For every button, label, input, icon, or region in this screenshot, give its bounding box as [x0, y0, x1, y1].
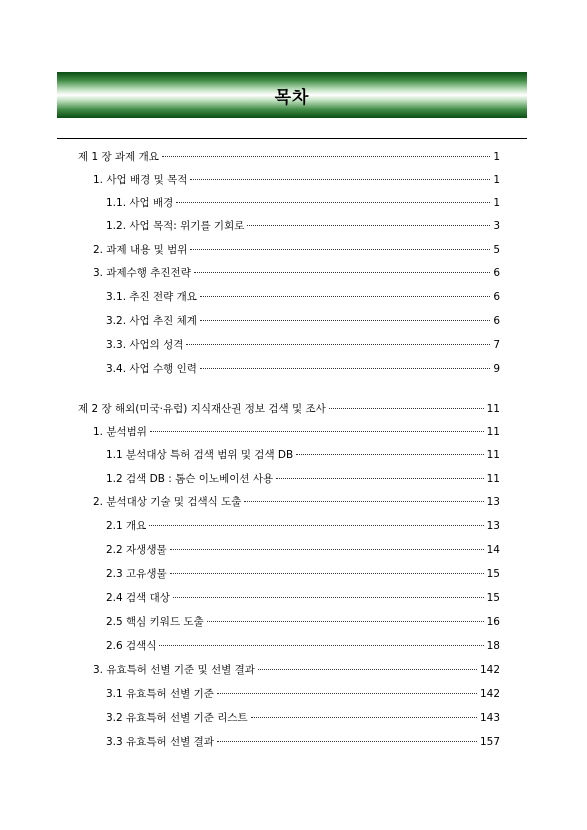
- dot-leader: [217, 693, 477, 694]
- dot-leader: [329, 408, 484, 409]
- toc-entry[interactable]: [106, 567, 500, 581]
- toc-entry[interactable]: [106, 735, 500, 749]
- toc-entry-page: 11: [486, 473, 500, 485]
- dot-leader: [200, 320, 490, 321]
- toc-entry-label: 2.2 자생생물: [106, 544, 167, 556]
- toc-entry[interactable]: [106, 519, 500, 533]
- toc-entry-label: 1.2. 사업 목적: 위기를 기회로: [106, 220, 245, 232]
- dot-leader: [251, 717, 477, 718]
- toc-entry-label: 1. 사업 배경 및 목적: [93, 174, 188, 186]
- toc-entry-label: 3.3 유효특허 선별 결과: [106, 736, 214, 748]
- toc-entry-page: 142: [479, 688, 500, 700]
- dot-leader: [194, 272, 490, 273]
- toc-entry-label: 3. 과제수행 추진전략: [93, 267, 191, 279]
- toc-entry[interactable]: [93, 173, 500, 187]
- toc-entry[interactable]: [93, 663, 500, 677]
- dot-leader: [190, 249, 490, 250]
- toc-entry-label: 3.3. 사업의 성격: [106, 339, 184, 351]
- dot-leader: [296, 454, 483, 455]
- toc-entry[interactable]: [78, 402, 500, 416]
- toc-entry-label: 2.5 핵심 키워드 도출: [106, 616, 204, 628]
- dot-leader: [276, 478, 484, 479]
- toc-entry-label: 2.4 검색 대상: [106, 592, 170, 604]
- toc-entry-label: 3.1. 추진 전략 개요: [106, 291, 197, 303]
- toc-entry-page: 16: [486, 616, 500, 628]
- toc-entry[interactable]: [106, 639, 500, 653]
- page-title: 목차: [274, 87, 310, 108]
- toc-entry-page: 11: [486, 403, 500, 415]
- toc-entry-page: 1: [493, 151, 500, 163]
- toc-entry-label: 3. 유효특허 선별 기준 및 선별 결과: [93, 664, 255, 676]
- toc-entry-page: 11: [486, 426, 500, 438]
- toc-entry-page: 6: [493, 291, 500, 303]
- top-divider: [57, 138, 527, 139]
- toc-entry-page: 13: [486, 496, 500, 508]
- dot-leader: [162, 156, 490, 157]
- toc-entry-page: 1: [493, 197, 500, 209]
- toc-entry[interactable]: [106, 338, 500, 352]
- toc-entry-label: 2. 분석대상 기술 및 검색식 도출: [93, 496, 242, 508]
- toc-entry-label: 3.1 유효특허 선별 기준: [106, 688, 214, 700]
- toc-entry-label: 1.2 검색 DB : 톰슨 이노베이션 사용: [106, 473, 274, 485]
- toc-entry-label: 2.6 검색식: [106, 640, 157, 652]
- toc-entry-label: 2. 과제 내용 및 범위: [93, 244, 188, 256]
- toc-entry[interactable]: [93, 425, 500, 439]
- toc-entry[interactable]: [106, 591, 500, 605]
- dot-leader: [258, 669, 477, 670]
- toc-entry[interactable]: [106, 472, 500, 486]
- dot-leader: [173, 597, 484, 598]
- dot-leader: [200, 368, 490, 369]
- toc-entry[interactable]: [106, 615, 500, 629]
- dot-leader: [176, 202, 490, 203]
- toc-entry[interactable]: [106, 290, 500, 304]
- toc-entry-page: 9: [493, 363, 500, 375]
- toc-entry-page: 15: [486, 592, 500, 604]
- toc-entry-label: 1. 분석범위: [93, 426, 147, 438]
- dot-leader: [207, 621, 484, 622]
- dot-leader: [217, 741, 477, 742]
- toc-title-banner: [57, 72, 527, 118]
- toc-entry[interactable]: [78, 150, 500, 164]
- toc-entry-page: 3: [493, 220, 500, 232]
- dot-leader: [170, 573, 484, 574]
- dot-leader: [150, 431, 484, 432]
- toc-entry-page: 18: [486, 640, 500, 652]
- toc-entry[interactable]: [106, 314, 500, 328]
- toc-entry-page: 7: [493, 339, 500, 351]
- toc-entry[interactable]: [106, 219, 500, 233]
- dot-leader: [149, 525, 483, 526]
- toc-entry-page: 6: [493, 267, 500, 279]
- toc-entry[interactable]: [93, 495, 500, 509]
- toc-entry-label: 1.1 분석대상 특허 검색 범위 및 검색 DB: [106, 449, 294, 461]
- toc-entry-label: 1.1. 사업 배경: [106, 197, 174, 209]
- dot-leader: [247, 225, 490, 226]
- toc-entry-label: 3.4. 사업 수행 인력: [106, 363, 197, 375]
- toc-entry-page: 157: [479, 736, 500, 748]
- toc-entry-page: 6: [493, 315, 500, 327]
- toc-entry[interactable]: [93, 266, 500, 280]
- toc-entry-page: 1: [493, 174, 500, 186]
- toc-entry-page: 13: [486, 520, 500, 532]
- toc-entry[interactable]: [93, 243, 500, 257]
- toc-entry-page: 142: [479, 664, 500, 676]
- dot-leader: [244, 501, 483, 502]
- toc-entry-page: 14: [486, 544, 500, 556]
- toc-entry[interactable]: [106, 687, 500, 701]
- toc-entry[interactable]: [106, 543, 500, 557]
- toc-entry-page: 15: [486, 568, 500, 580]
- dot-leader: [159, 645, 483, 646]
- toc-entry[interactable]: [106, 196, 500, 210]
- dot-leader: [190, 179, 490, 180]
- dot-leader: [200, 296, 490, 297]
- toc-entry-label: 3.2. 사업 추진 체계: [106, 315, 197, 327]
- toc-entry-page: 11: [486, 449, 500, 461]
- dot-leader: [170, 549, 484, 550]
- dot-leader: [186, 344, 490, 345]
- toc-entry-label: 제 1 장 과제 개요: [78, 151, 159, 163]
- toc-entry[interactable]: [106, 448, 500, 462]
- toc-entry-label: 2.3 고유생물: [106, 568, 167, 580]
- toc-entry-label: 2.1 개요: [106, 520, 147, 532]
- toc-entry[interactable]: [106, 711, 500, 725]
- toc-entry-page: 5: [493, 244, 500, 256]
- toc-entry-label: 제 2 장 해외(미국·유럽) 지식재산권 정보 검색 및 조사: [78, 403, 326, 415]
- toc-entry-page: 143: [479, 712, 500, 724]
- toc-entry-label: 3.2 유효특허 선별 기준 리스트: [106, 712, 248, 724]
- toc-entry[interactable]: [106, 362, 500, 376]
